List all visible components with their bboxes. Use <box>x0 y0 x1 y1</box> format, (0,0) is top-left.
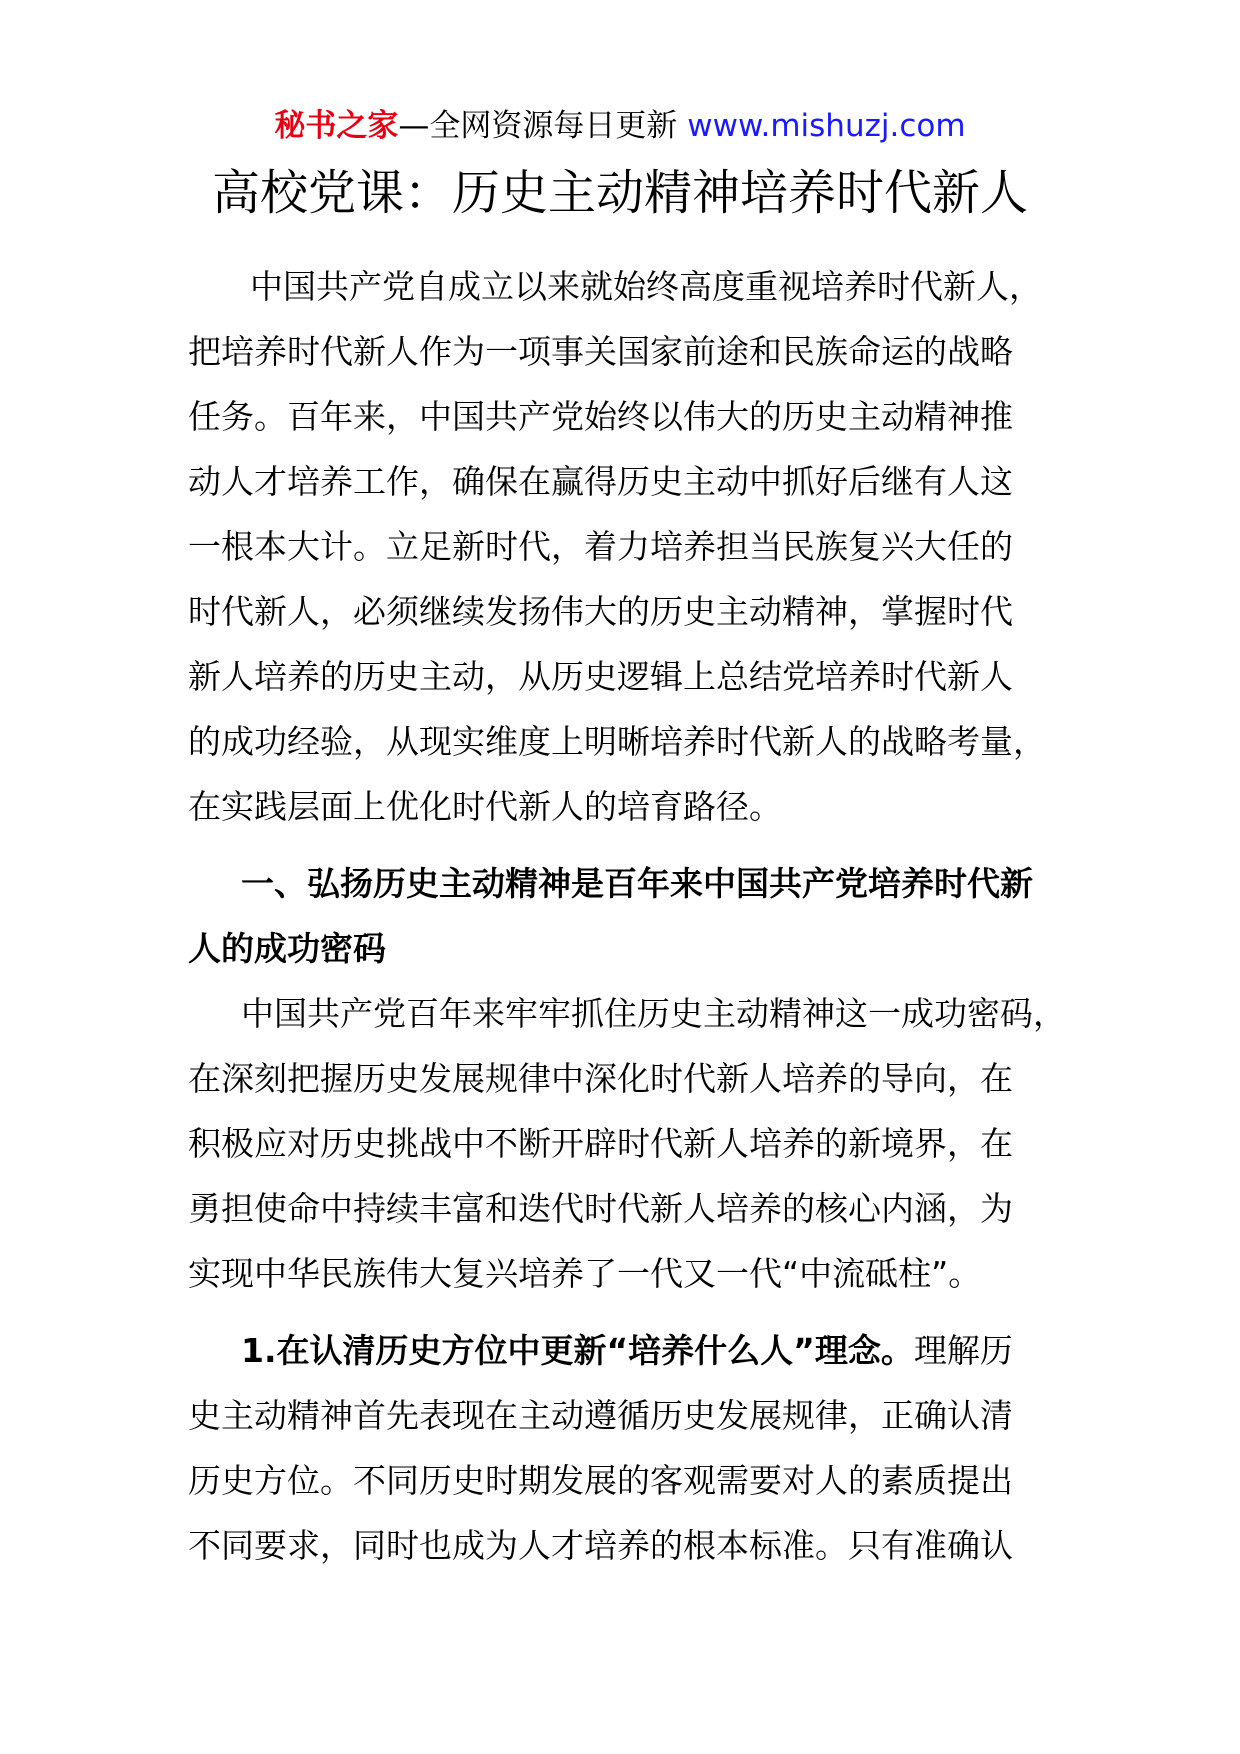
text-line: 的成功经验，从现实维度上明晰培养时代新人的战略考量， <box>188 722 1046 761</box>
heading-line: 一、弘扬历史主动精神是百年来中国共产党培养时代新 <box>241 864 1033 903</box>
section-heading-1 <box>188 851 1068 981</box>
brand-name: 秘书之家 <box>274 108 399 144</box>
text-line: 动人才培养工作，确保在赢得历史主动中抓好后继有人这 <box>188 462 1013 501</box>
text-line: 历史方位。不同历史时期发展的客观需要对人的素质提出 <box>188 1461 1013 1500</box>
spacer <box>188 1306 1068 1318</box>
paragraph-section-1 <box>188 981 1068 1306</box>
text-line: 勇担使命中持续丰富和迭代时代新人培养的核心内涵，为 <box>188 1189 1013 1228</box>
text-line: 史主动精神首先表现在主动遵循历史发展规律，正确认清 <box>188 1396 1013 1435</box>
text-line: 时代新人，必须继续发扬伟大的历史主动精神，掌握时代 <box>188 592 1013 631</box>
text-line: 中国共产党百年来牢牢抓住历史主动精神这一成功密码， <box>241 994 1066 1033</box>
document-title: 高校党课：历史主动精神培养时代新人 <box>211 165 1028 221</box>
text-line: 任务。百年来，中国共产党始终以伟大的历史主动精神推 <box>188 397 1013 436</box>
subsection-lead-rest: 理解历 <box>913 1331 1013 1370</box>
spacer <box>188 839 1068 851</box>
text-line: 在实践层面上优化时代新人的培育路径。 <box>188 787 782 826</box>
text-line: 积极应对历史挑战中不断开辟时代新人培养的新境界，在 <box>188 1124 1013 1163</box>
header-tagline: —全网资源每日更新 <box>398 108 678 144</box>
site-header <box>0 104 1240 148</box>
text-line: 把培养时代新人作为一项事关国家前途和民族命运的战略 <box>188 332 1013 371</box>
text-line <box>188 1318 1068 1383</box>
text-line: 在深刻把握历史发展规律中深化时代新人培养的导向，在 <box>188 1059 1013 1098</box>
text-line: 新人培养的历史主动，从历史逻辑上总结党培养时代新人 <box>188 657 1013 696</box>
text-line: 中国共产党自成立以来就始终高度重视培养时代新人， <box>250 267 1042 306</box>
text-line: 不同要求，同时也成为人才培养的根本标准。只有准确认 <box>188 1526 1013 1565</box>
subsection-lead: 1.在认清历史方位中更新“培养什么人”理念。 <box>241 1331 914 1370</box>
text-line: 实现中华民族伟大复兴培养了一代又一代“中流砥柱”。 <box>188 1254 982 1293</box>
heading-line: 人的成功密码 <box>188 929 386 968</box>
site-url: www.mishuzj.com <box>677 108 966 144</box>
paragraph-intro <box>188 254 1068 839</box>
document-body <box>188 254 1068 1578</box>
paragraph-subsection-1 <box>188 1318 1068 1578</box>
text-line: 一根本大计。立足新时代，着力培养担当民族复兴大任的 <box>188 527 1013 566</box>
